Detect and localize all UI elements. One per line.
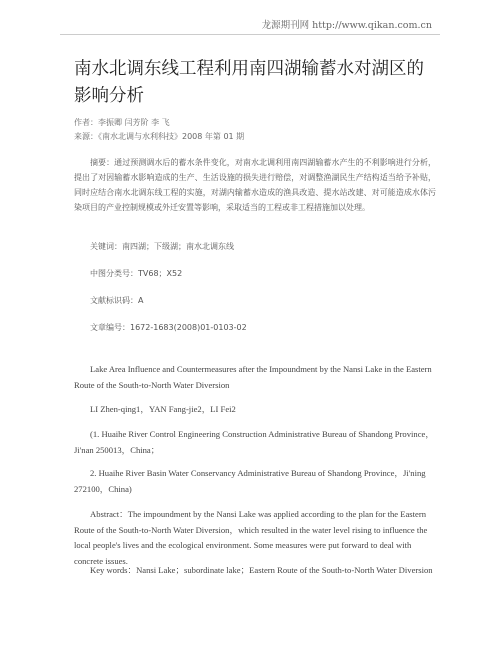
site-header: 龙源期刊网 http://www.qikan.com.cn <box>261 20 432 31</box>
affiliation-2: 2. Huaihe River Basin Water Conservancy Administrative Bureau of Shandong Province，Ji'ning 272100，China) <box>74 468 426 494</box>
english-abstract: Abstract：The impoundment by the Nansi Lake was applied according to the plan for the Eastern Route of the South-to-North Water Diversion，which resulted in the water level rising to influence the local people's lives and the ecological environment. Some measures were put forward to deal with concrete issues. <box>74 509 428 566</box>
article-number: 文章编号：1672-1683(2008)01-0103-02 <box>90 323 247 332</box>
chinese-abstract: 摘要：通过预测调水后的蓄水条件变化，对南水北调利用南四湖输蓄水产生的不利影响进行分析，提出了对因输蓄水影响造成的生产、生活设施的损失进行赔偿，对调整渔湖民生产结构适当给予补贴，同时应结合南水北调东线工程的实施，对湖内输蓄水造成的渔具改造、提水站改建、对可能造成水体污染项目的产业控制规模或外迁安置等影响，采取适当的工程或非工程措施加以处理。 <box>74 158 436 212</box>
document-code: 文献标识码：A <box>90 296 144 305</box>
english-title: Lake Area Influence and Countermeasures after the Impoundment by the Nansi Lake in the Eastern Route of the South-to-North Water Diversion <box>74 364 432 390</box>
article-source: 来源：《南水北调与水利科技》2008 年第 01 期 <box>74 132 245 141</box>
english-keywords: Key words：Nansi Lake；subordinate lake；Eastern Route of the South-to-North Water Diversion <box>90 565 433 575</box>
article-authors: 作者：李振卿 闫芳阶 李 飞 <box>74 118 170 127</box>
header-divider <box>60 34 440 35</box>
classification-number: 中图分类号：TV68；X52 <box>90 269 183 278</box>
english-authors: LI Zhen-qing1，YAN Fang-jie2，LI Fei2 <box>90 404 236 414</box>
article-title: 南水北调东线工程利用南四湖输蓄水对湖区的影响分析 <box>74 59 424 106</box>
chinese-keywords: 关键词：南四湖；下级湖；南水北调东线 <box>90 242 234 251</box>
affiliation-1: (1. Huaihe River Control Engineering Construction Administrative Bureau of Shandong Province，Ji'nan 250013，China； <box>74 429 434 455</box>
